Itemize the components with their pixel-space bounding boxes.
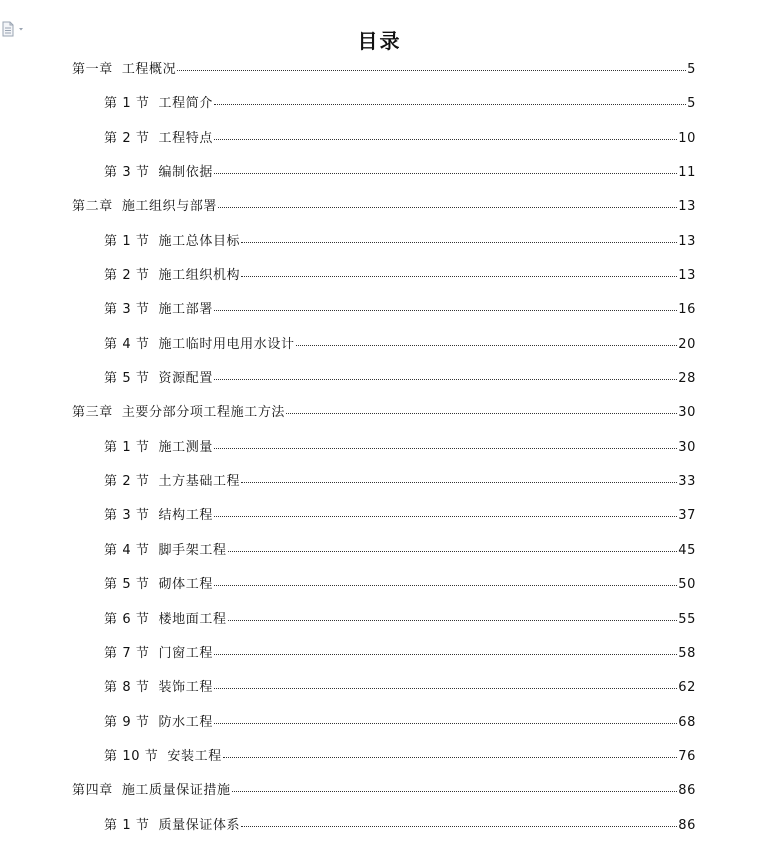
toc-entry-label: 第 8 节 <box>104 680 150 696</box>
toc-entry-label: 第 5 节 <box>104 371 150 387</box>
toc-entry-title: 施工临时用电用水设计 <box>158 336 295 352</box>
dot-leader <box>214 448 677 449</box>
toc-section-entry[interactable] <box>0 156 779 190</box>
toc-entry-title: 施工测量 <box>158 439 213 455</box>
toc-page-number: 5 <box>687 62 696 77</box>
toc-entry-title: 结构工程 <box>158 508 213 524</box>
toc-chapter-entry[interactable] <box>0 190 779 224</box>
dot-leader <box>241 276 677 277</box>
toc-entry-label: 第 2 节 <box>104 474 150 490</box>
dot-leader <box>241 826 677 827</box>
toc-page-number: 58 <box>678 645 696 661</box>
toc-section-entry[interactable] <box>0 809 779 843</box>
toc-entry-title: 施工组织机构 <box>158 268 241 284</box>
toc-entry-label: 第 3 节 <box>104 302 150 318</box>
toc-page-number: 13 <box>678 268 696 284</box>
dot-leader <box>214 379 677 380</box>
toc-entry-label: 第 6 节 <box>104 611 150 627</box>
dot-leader <box>296 345 678 346</box>
toc-chapter-entry[interactable] <box>0 396 779 430</box>
dot-leader <box>232 791 678 792</box>
toc-entry-title: 资源配置 <box>158 371 213 387</box>
toc-page-number: 86 <box>678 783 696 799</box>
toc-page-number: 20 <box>678 336 696 352</box>
toc-entry-label: 第 3 节 <box>104 165 150 181</box>
toc-section-entry[interactable] <box>0 499 779 533</box>
toc-entry-title: 脚手架工程 <box>158 542 227 558</box>
toc-entry-label: 第二章 <box>72 199 113 215</box>
toc-section-entry[interactable] <box>0 87 779 121</box>
toc-chapter-entry[interactable] <box>0 53 779 87</box>
dot-leader <box>214 104 686 105</box>
toc-entry-label: 第 5 节 <box>104 577 150 593</box>
toc-section-entry[interactable] <box>0 603 779 637</box>
dot-leader <box>228 620 678 621</box>
toc-page-number: 76 <box>678 748 696 764</box>
toc-page-number: 68 <box>678 714 696 730</box>
toc-entry-title: 门窗工程 <box>158 645 213 661</box>
dot-leader <box>228 551 678 552</box>
toc-entry-label: 第 4 节 <box>104 542 150 558</box>
toc-page-number: 30 <box>678 439 696 455</box>
toc-entry-label: 第 4 节 <box>104 336 150 352</box>
dot-leader <box>214 310 677 311</box>
toc-entry-title: 施工部署 <box>158 302 213 318</box>
dot-leader <box>214 173 677 174</box>
toc-section-entry[interactable] <box>0 706 779 740</box>
dot-leader <box>214 723 677 724</box>
toc-entry-title: 防水工程 <box>158 714 213 730</box>
toc-entry-title: 砌体工程 <box>158 577 213 593</box>
toc-entry-label: 第 2 节 <box>104 268 150 284</box>
toc-page-number: 11 <box>678 165 696 181</box>
toc-entry-label: 第三章 <box>72 405 113 421</box>
toc-entry-label: 第 1 节 <box>104 817 150 833</box>
dot-leader <box>218 207 677 208</box>
toc-section-entry[interactable] <box>0 431 779 465</box>
dot-leader <box>214 654 677 655</box>
dot-leader <box>241 242 677 243</box>
toc-page-number: 13 <box>678 199 696 215</box>
toc-section-entry[interactable] <box>0 568 779 602</box>
dot-leader <box>223 757 677 758</box>
toc-entry-label: 第 1 节 <box>104 233 150 249</box>
toc-section-entry[interactable] <box>0 534 779 568</box>
toc-page-number: 13 <box>678 233 696 249</box>
toc-page-number: 55 <box>678 611 696 627</box>
toc-section-entry[interactable] <box>0 740 779 774</box>
toc-entry-label: 第一章 <box>72 62 113 77</box>
toc-page-number: 37 <box>678 508 696 524</box>
toc-entry-title: 工程简介 <box>158 96 213 112</box>
toc-section-entry[interactable] <box>0 362 779 396</box>
table-of-contents <box>0 53 779 843</box>
toc-page-number: 5 <box>687 96 696 112</box>
toc-page-number: 10 <box>678 130 696 146</box>
toc-entry-title: 编制依据 <box>158 165 213 181</box>
dot-leader <box>241 482 677 483</box>
toc-entry-title: 质量保证体系 <box>158 817 241 833</box>
dot-leader <box>177 70 686 71</box>
toc-entry-label: 第 7 节 <box>104 645 150 661</box>
dot-leader <box>214 139 677 140</box>
toc-entry-label: 第 10 节 <box>104 748 159 764</box>
toc-entry-title: 工程概况 <box>121 62 177 77</box>
dot-leader <box>214 688 677 689</box>
toc-page-number: 16 <box>678 302 696 318</box>
toc-entry-title: 楼地面工程 <box>158 611 227 627</box>
toc-entry-title: 安装工程 <box>167 748 222 764</box>
dot-leader <box>214 585 677 586</box>
toc-page-number: 86 <box>678 817 696 833</box>
page-title: 目录 <box>357 29 402 54</box>
dot-leader <box>214 516 677 517</box>
toc-entry-label: 第 1 节 <box>104 96 150 112</box>
toc-section-entry[interactable] <box>0 328 779 362</box>
toc-entry-label: 第 3 节 <box>104 508 150 524</box>
toc-page-number: 30 <box>678 405 696 421</box>
toc-section-entry[interactable] <box>0 122 779 156</box>
toc-entry-label: 第 1 节 <box>104 439 150 455</box>
toc-page-number: 62 <box>678 680 696 696</box>
toc-section-entry[interactable] <box>0 293 779 327</box>
dot-leader <box>286 413 677 414</box>
toc-page-number: 28 <box>678 371 696 387</box>
toc-page-number: 45 <box>678 542 696 558</box>
toc-entry-title: 装饰工程 <box>158 680 213 696</box>
toc-section-entry[interactable] <box>0 671 779 705</box>
toc-entry-title: 施工组织与部署 <box>121 199 218 215</box>
toc-chapter-entry[interactable] <box>0 774 779 808</box>
toc-page-number: 50 <box>678 577 696 593</box>
toc-section-entry[interactable] <box>0 225 779 259</box>
toc-section-entry[interactable] <box>0 465 779 499</box>
toc-section-entry[interactable] <box>0 637 779 671</box>
toc-entry-title: 工程特点 <box>158 130 213 146</box>
toc-entry-title: 主要分部分项工程施工方法 <box>121 405 286 421</box>
toc-entry-label: 第 2 节 <box>104 130 150 146</box>
toc-entry-label: 第 9 节 <box>104 714 150 730</box>
toc-entry-label: 第四章 <box>72 783 113 799</box>
toc-entry-title: 施工质量保证措施 <box>121 783 231 799</box>
toc-page-number: 33 <box>678 474 696 490</box>
toc-entry-title: 土方基础工程 <box>158 474 241 490</box>
toc-section-entry[interactable] <box>0 259 779 293</box>
toc-entry-title: 施工总体目标 <box>158 233 241 249</box>
